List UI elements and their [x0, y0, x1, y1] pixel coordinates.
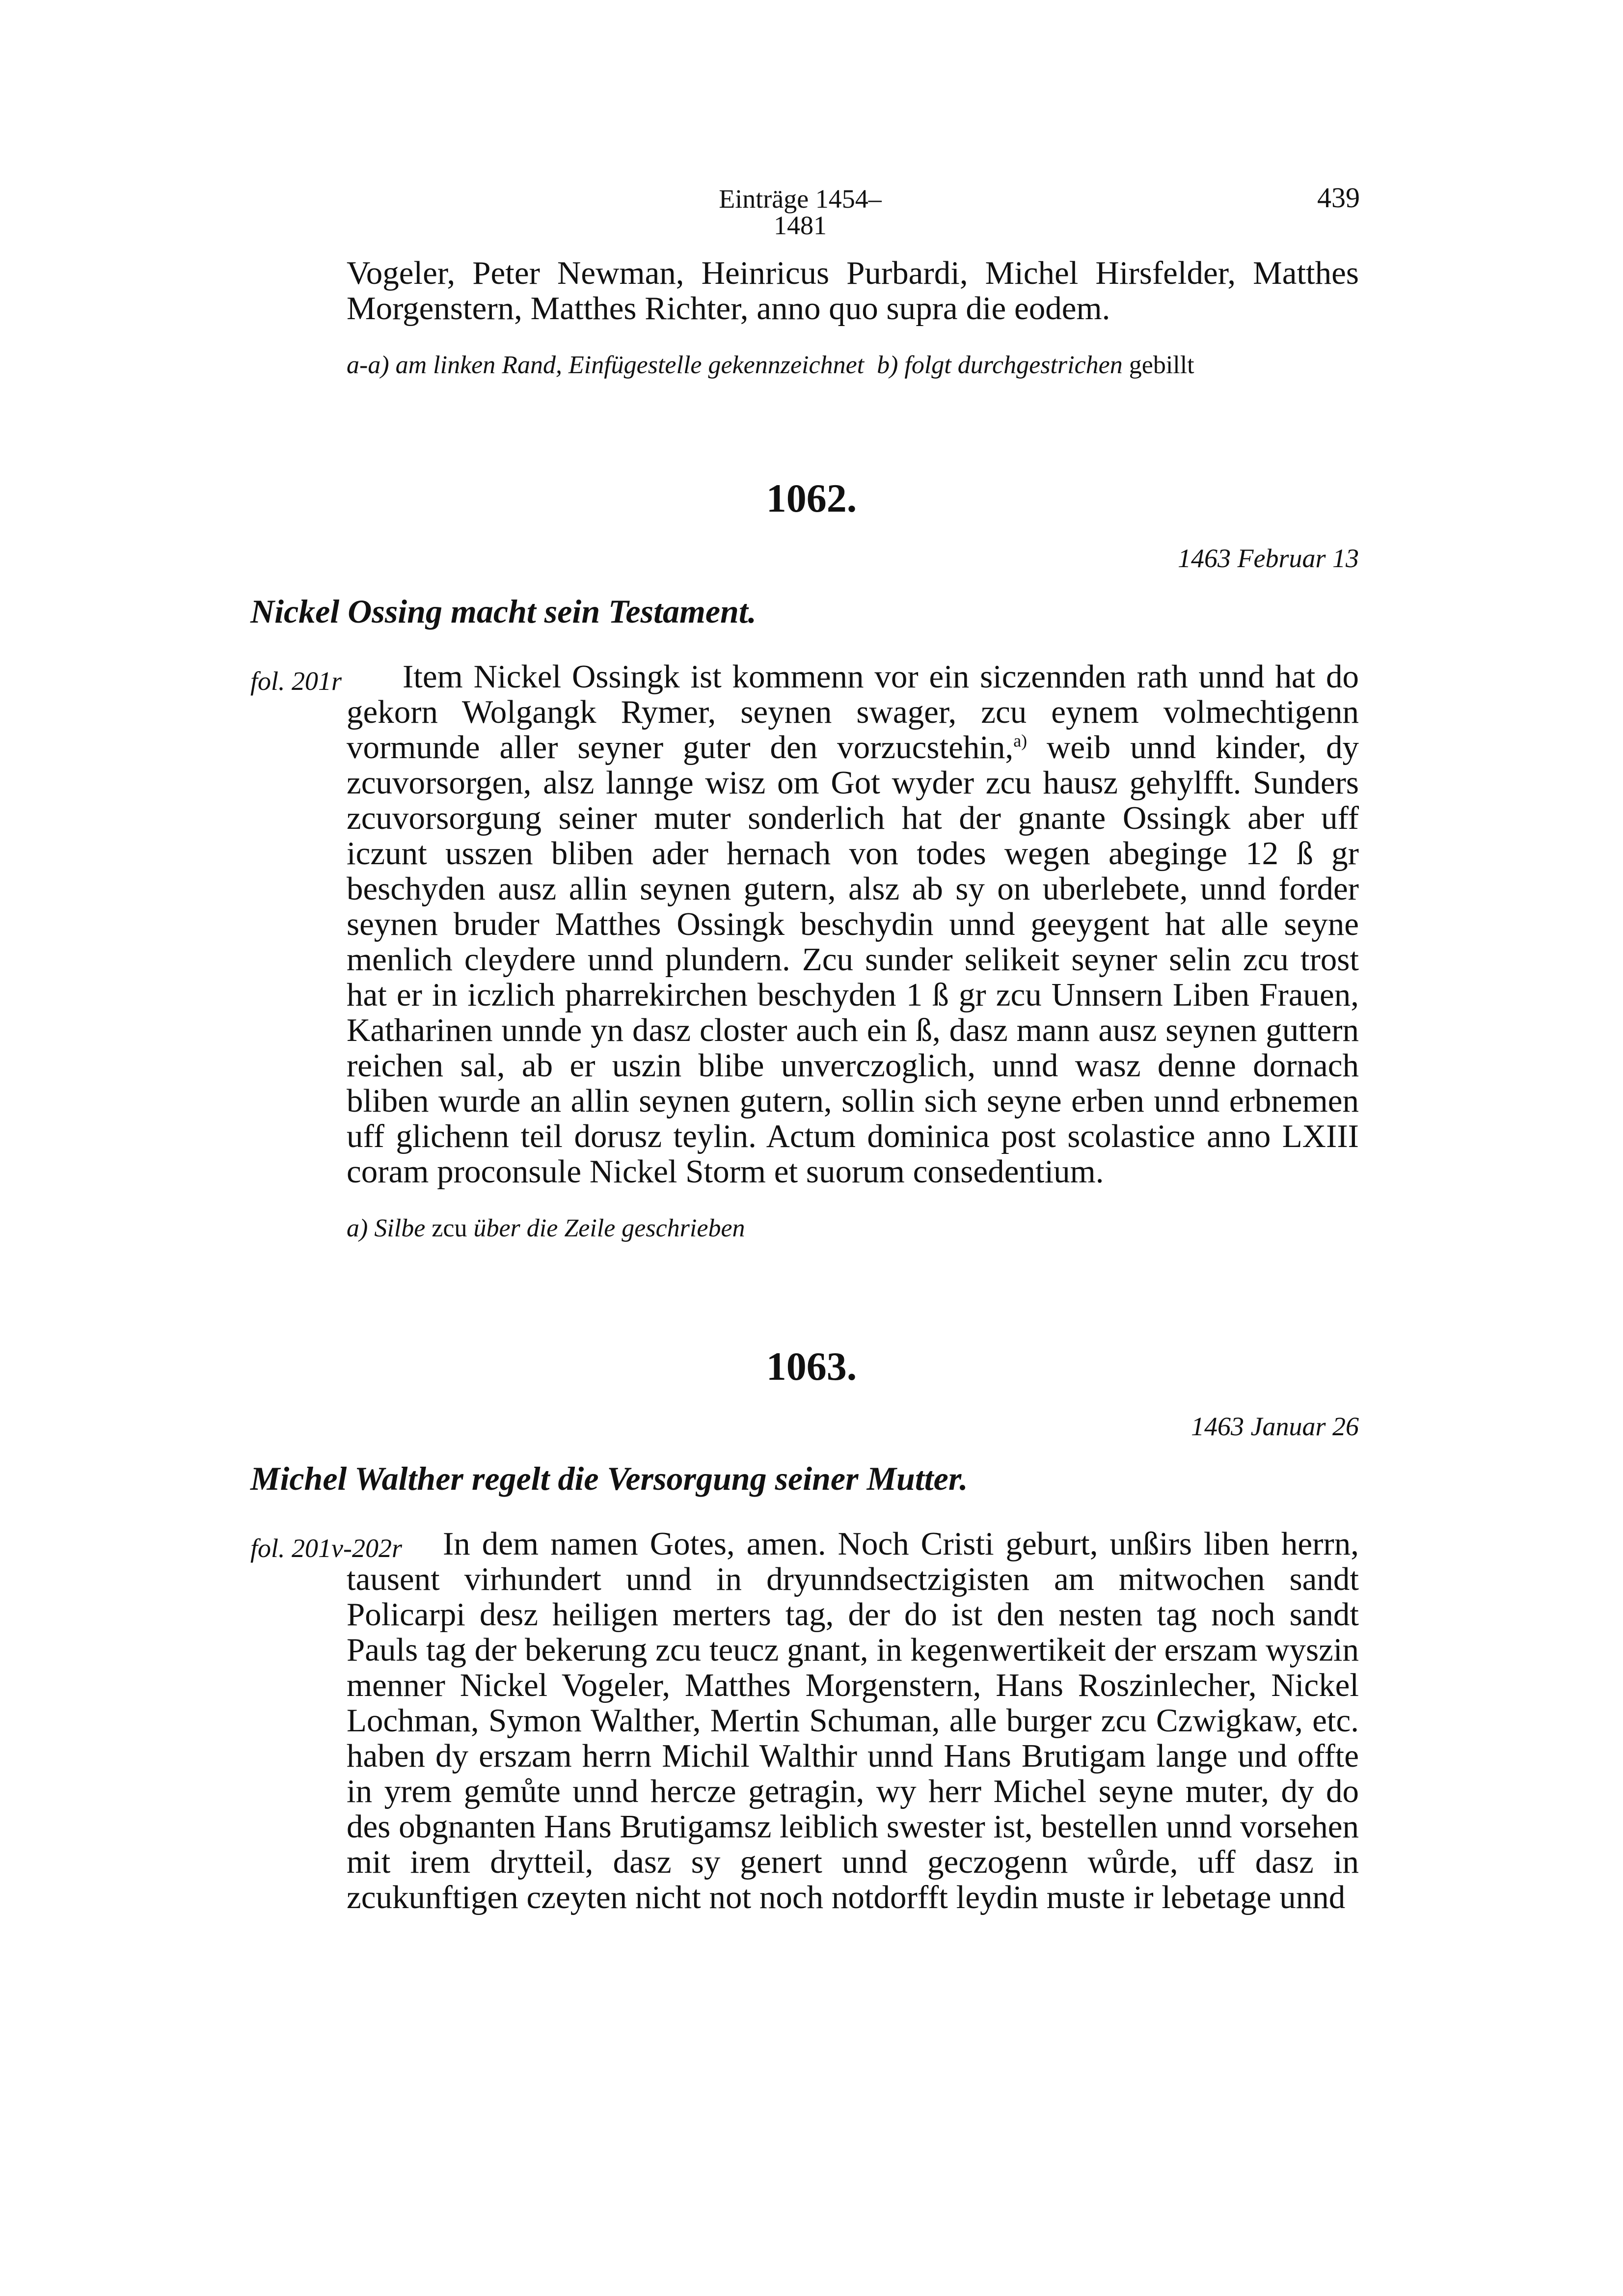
entry-title-1063: Michel Walther regelt die Versorgung seiner Mutter. — [250, 1460, 968, 1497]
entry-date-1063: 1463 Januar 26 — [1191, 1412, 1359, 1441]
folio-1062: fol. 201r — [250, 666, 342, 696]
footnote-1062-label: a) Silbe — [347, 1214, 426, 1242]
entry-text-1062 — [347, 659, 1359, 1189]
entry-date-1062: 1463 Februar 13 — [1178, 544, 1359, 573]
footnote-a-a: a-a) am linken Rand, Einfügestelle gekennzeichnet — [347, 351, 865, 379]
entry-text-1063: In dem namen Gotes, amen. Noch Cristi geburt, unßirs liben herrn, tausent virhundert unnd in dryunndsectzigisten am mitwochen sandt Policarpi desz heiligen merters tag, der do ist den nesten tag noch sandt Pauls tag der bekerung zcu teucz gnant, in kegenwertikeit der erszam wyszin menner Nickel Vogeler, Matthes Morgenstern, Hans Roszinlecher, Nickel Lochman, Symon Walther, Mertin Schuman, alle burger zcu Czwigkaw, etc. haben dy erszam herrn Michil Walthir unnd Hans Brutigam lange und offte in yrem gemůte unnd hercze getragin, wy herr Michel seyne muter, dy do des obgnanten Hans Brutigamsz leiblich swester ist, bestellen unnd vorsehen mit irem drytteil, dasz sy genert unnd geczogenn wůrde, uff dasz in zcukunftigen czeyten nicht not noch notdorfft leydin muste ir lebetage unnd — [347, 1526, 1359, 1915]
folio-1063: fol. 201v-202r — [250, 1533, 402, 1563]
entry-text-1062-part1: Item Nickel Ossingk ist kommenn vor ein siczennden rath unnd hat do gekorn Wolgangk Rymer, seynen swager, zcu eynem volmechtigenn vormunde aller seyner guter den vorzucstehin, — [347, 658, 1359, 765]
footnote-1062 — [347, 1215, 1359, 1242]
footnote-ref-a: a) — [1013, 731, 1028, 751]
continuation-text: Vogeler, Peter Newman, Heinricus Purbardi, Michel Hirsfelder, Matthes Morgenstern, Matthes Richter, anno quo supra die eodem. — [347, 255, 1359, 327]
entry-title-1062: Nickel Ossing macht sein Testament. — [250, 593, 757, 630]
footnote-b: b) folgt durchgestrichen — [877, 351, 1123, 379]
entry-text-1062-part2: weib unnd kinder, dy zcuvorsorgen, alsz lannge wisz om Got wyder zcu hausz gehylfft. Sunders zcuvorsorgung seiner muter sonderlich hat der gnante Ossingk aber uff iczunt usszen bliben ader hernach von todes wegen abeginge 12 ß gr beschyden ausz allin seynen gutern, alsz ab sy on uberlebete, unnd forder seynen bruder Matthes Ossingk beschydin unnd geeygent hat alle seyne menlich cleydere unnd plundern. Zcu sunder selikeit seyner selin zcu trost hat er in iczlich pharrekirchen beschyden 1 ß gr zcu Unnsern Liben Frauen, Katharinen unnde yn dasz closter auch ein ß, dasz mann ausz seynen guttern reichen sal, ab er uszin blibe unverczoglich, unnd wasz denne dornach bliben wurde an allin seynen gutern, sollin sich seyne erben unnd erbnemen uff glichenn teil dorusz teylin. Actum dominica post scolastice anno LXIII coram proconsule Nickel Storm et suorum consedentium. — [347, 729, 1359, 1190]
footnote-b-word: gebillt — [1129, 351, 1194, 379]
footnote-1062-rest: über die Zeile geschrieben — [473, 1214, 745, 1242]
footnote-1062-word: zcu — [432, 1214, 467, 1242]
page-number: 439 — [1317, 182, 1360, 214]
running-title: Einträge 1454–1481 — [719, 184, 882, 240]
entry-number-1063: 1063. — [766, 1344, 857, 1389]
continuation-footnotes — [347, 352, 1359, 379]
entry-number-1062: 1062. — [766, 476, 857, 520]
